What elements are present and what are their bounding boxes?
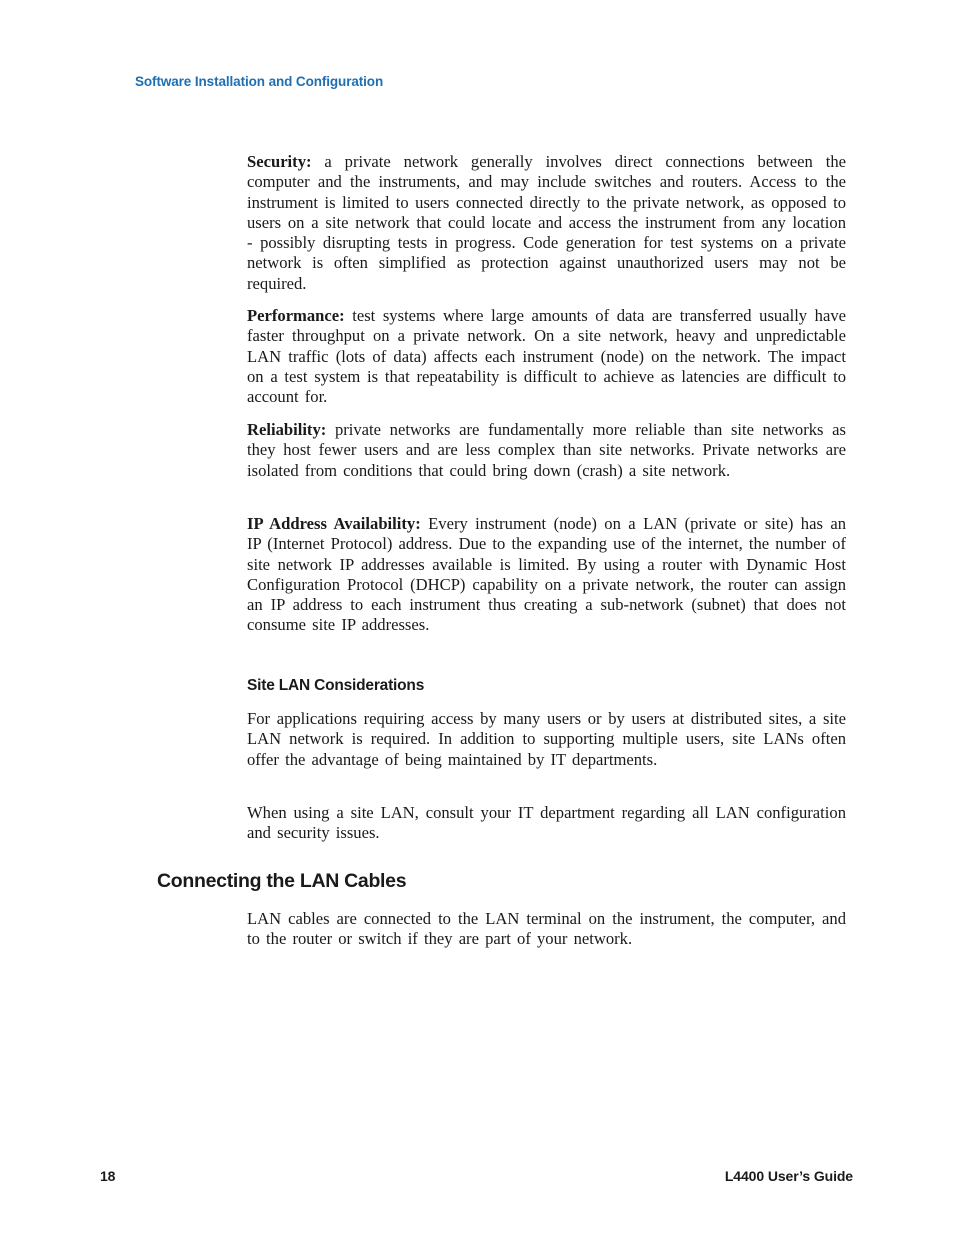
reliability-paragraph (247, 420, 846, 481)
ip-availability-paragraph (247, 514, 846, 636)
connecting-lan-heading: Connecting the LAN Cables (157, 870, 407, 892)
performance-section (247, 306, 846, 407)
reliability-text: private networks are fundamentally more reliable than site networks as they host fewer users and are less complex than site networks. Private networks are isolated from conditions that could bring down (crash) a site network. (247, 420, 846, 480)
guide-title: L4400 User’s Guide (724, 1168, 853, 1184)
connecting-lan-paragraph: LAN cables are connected to the LAN terminal on the instrument, the computer, and to the router or switch if they are part of your network. (247, 909, 846, 949)
performance-text: test systems where large amounts of data are transferred usually have faster throughput on a private network. On a site network, heavy and unpredictable LAN traffic (lots of data) affects each instrument (node) on the network. The impact on a test system is that repeatability is difficult to achieve as latencies are difficult to account for. (247, 306, 846, 407)
performance-label: Performance: (247, 306, 345, 325)
security-section (247, 152, 846, 294)
site-lan-section-1 (247, 709, 846, 770)
ip-availability-text: Every instrument (node) on a LAN (private or site) has an IP (Internet Protocol) address. Due to the expanding use of the internet, the number of site network IP addresses available is limited. By using a router with Dynamic Host Configuration Protocol (DHCP) capability on a private network, the router can assign an IP address to each instrument thus creating a sub-network (subnet) that does not consume site IP addresses. (247, 514, 846, 635)
site-lan-section-2 (247, 803, 846, 844)
running-header: Software Installation and Configuration (135, 74, 384, 89)
ip-availability-label: IP Address Availability: (247, 514, 421, 533)
page-number: 18 (100, 1168, 116, 1184)
site-lan-heading: Site LAN Considerations (247, 677, 425, 694)
site-lan-paragraph-2: When using a site LAN, consult your IT department regarding all LAN configuration and security issues. (247, 803, 846, 843)
security-label: Security: (247, 152, 312, 171)
connecting-lan-section (247, 909, 846, 950)
ip-availability-section (247, 514, 846, 636)
reliability-label: Reliability: (247, 420, 327, 439)
site-lan-paragraph-1: For applications requiring access by many users or by users at distributed sites, a site LAN network is required. In addition to supporting multiple users, site LANs often offer the advantage of being maintained by IT departments. (247, 709, 846, 769)
security-paragraph (247, 152, 846, 294)
security-text: a private network generally involves direct connections between the computer and the instruments, and may include switches and routers. Access to the instrument is limited to users connected directly to the private network, as opposed to users on a site network that could locate and access the instrument from any location - possibly disrupting tests in progress. Code generation for test systems on a private network is often simplified as protection against unauthorized users may not be required. (247, 152, 846, 293)
reliability-section (247, 420, 846, 481)
performance-paragraph (247, 306, 846, 407)
